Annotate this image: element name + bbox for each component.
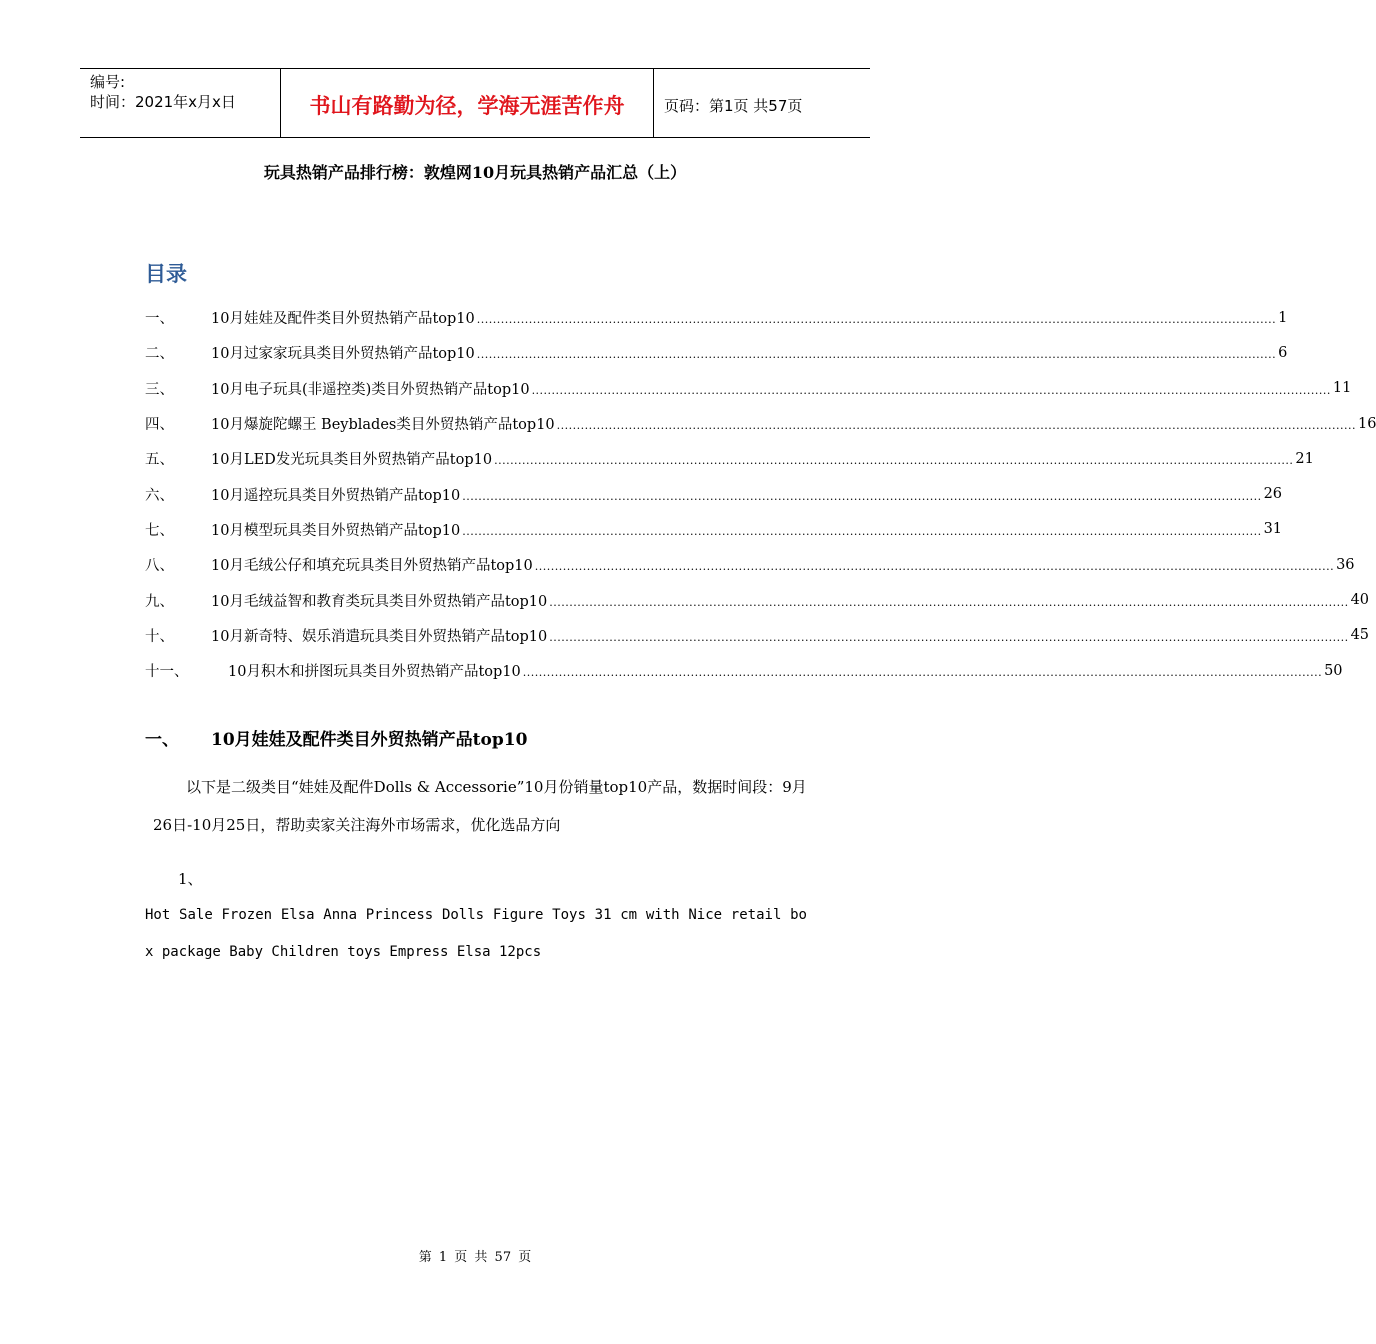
toc-item-text[interactable]: 10月遥控玩具类目外贸热销产品top10 — [211, 487, 461, 504]
toc-item-text[interactable]: 10月娃娃及配件类目外贸热销产品top10 — [211, 311, 475, 328]
toc-leader-dots: ........................................................................................................................................................................................................ — [462, 524, 1262, 538]
toc-item-page: 31 — [1263, 521, 1283, 538]
toc-item[interactable] — [145, 406, 1376, 441]
toc-item[interactable] — [145, 653, 1343, 688]
toc-item[interactable] — [145, 512, 1283, 547]
toc-item-text[interactable]: 10月电子玩具(非遥控类)类目外贸热销产品top10 — [211, 381, 530, 398]
intro-paragraph: 以下是二级类目“娃娃及配件Dolls & Accessorie”10月份销量top10产品，数据时间段：9月26日-10月25日，帮助卖家关注海外市场需求，优化选品方向 — [153, 778, 807, 834]
toc-leader-dots: ........................................................................................................................................................................................................ — [476, 348, 1277, 362]
toc-leader-dots: ........................................................................................................................................................................................................ — [462, 489, 1262, 503]
toc-item[interactable] — [145, 547, 1355, 582]
toc-item[interactable] — [145, 335, 1288, 370]
toc-item-number: 五、 — [145, 452, 174, 469]
toc-item-page: 36 — [1336, 556, 1355, 573]
header-table — [80, 68, 870, 138]
toc-item-page: 45 — [1350, 627, 1370, 644]
item-number: 1、 — [178, 870, 203, 888]
toc-item-number: 八、 — [145, 558, 174, 575]
toc-item-page: 40 — [1350, 592, 1370, 609]
toc-item[interactable] — [145, 441, 1314, 476]
toc-leader-dots: ........................................................................................................................................................................................................ — [494, 454, 1294, 468]
toc-item-text[interactable]: 10月爆旋陀螺王 Beyblades类目外贸热销产品top10 — [211, 417, 555, 434]
toc-leader-dots: ........................................................................................................................................................................................................ — [531, 383, 1331, 397]
toc-leader-dots: ........................................................................................................................................................................................................ — [549, 595, 1349, 609]
toc-item-number: 九、 — [145, 593, 174, 610]
toc-heading: 目录 — [145, 262, 187, 286]
toc-item-number: 二、 — [145, 346, 174, 363]
toc-item-text[interactable]: 10月积木和拼图玩具类目外贸热销产品top10 — [228, 664, 521, 681]
serial-label: 编号: — [90, 73, 126, 91]
toc-item[interactable] — [145, 476, 1283, 511]
toc-item-text[interactable]: 10月LED发光玩具类目外贸热销产品top10 — [211, 452, 493, 469]
toc-item[interactable] — [145, 618, 1370, 653]
toc-item-page: 11 — [1332, 380, 1352, 397]
toc-leader-dots: ........................................................................................................................................................................................................ — [522, 666, 1323, 680]
toc-item-number: 十一、 — [145, 664, 189, 681]
toc-item-page: 21 — [1295, 450, 1314, 467]
section-title: 10月娃娃及配件类目外贸热销产品top10 — [211, 730, 528, 750]
header-motto: 书山有路勤为径，学海无涯苦作舟 — [281, 69, 654, 137]
toc-item-page: 6 — [1278, 344, 1288, 361]
toc-item-text[interactable]: 10月毛绒益智和教育类玩具类目外贸热销产品top10 — [211, 593, 548, 610]
toc-item-page: 26 — [1263, 486, 1283, 503]
table-of-contents — [145, 300, 1376, 688]
toc-item-page: 50 — [1324, 662, 1343, 679]
date-label: 时间：2021年x月x日 — [90, 93, 236, 111]
toc-leader-dots: ........................................................................................................................................................................................................ — [534, 560, 1335, 574]
toc-item-page: 16 — [1357, 415, 1376, 432]
toc-item[interactable] — [145, 300, 1288, 335]
toc-item-number: 四、 — [145, 417, 174, 434]
document-title: 玩具热销产品排行榜：敦煌网10月玩具热销产品汇总（上） — [263, 163, 687, 182]
toc-item-number: 一、 — [145, 311, 174, 328]
toc-item-text[interactable]: 10月新奇特、娱乐消遣玩具类目外贸热销产品top10 — [211, 628, 548, 645]
section-number: 一、 — [145, 730, 179, 750]
toc-item[interactable] — [145, 582, 1370, 617]
toc-item-number: 三、 — [145, 381, 174, 398]
header-meta — [80, 69, 281, 137]
page-footer: 第 1 页 共 57 页 — [418, 1250, 532, 1265]
section-heading — [145, 725, 527, 750]
toc-item-number: 七、 — [145, 522, 174, 539]
toc-item-text[interactable]: 10月模型玩具类目外贸热销产品top10 — [211, 522, 461, 539]
toc-item-number: 十、 — [145, 628, 174, 645]
header-page-info: 页码：第1页 共57页 — [664, 96, 803, 115]
toc-leader-dots: ........................................................................................................................................................................................................ — [556, 419, 1356, 433]
toc-leader-dots: ........................................................................................................................................................................................................ — [476, 313, 1277, 327]
toc-leader-dots: ........................................................................................................................................................................................................ — [549, 630, 1349, 644]
toc-item-text[interactable]: 10月毛绒公仔和填充玩具类目外贸热销产品top10 — [211, 558, 533, 575]
toc-item[interactable] — [145, 371, 1352, 406]
toc-item-page: 1 — [1278, 309, 1288, 326]
product-name: Hot Sale Frozen Elsa Anna Princess Dolls Figure Toys 31 cm with Nice retail box package Baby Children toys Empress Elsa 12pcs — [145, 907, 807, 960]
toc-item-text[interactable]: 10月过家家玩具类目外贸热销产品top10 — [211, 346, 475, 363]
toc-item-number: 六、 — [145, 487, 174, 504]
